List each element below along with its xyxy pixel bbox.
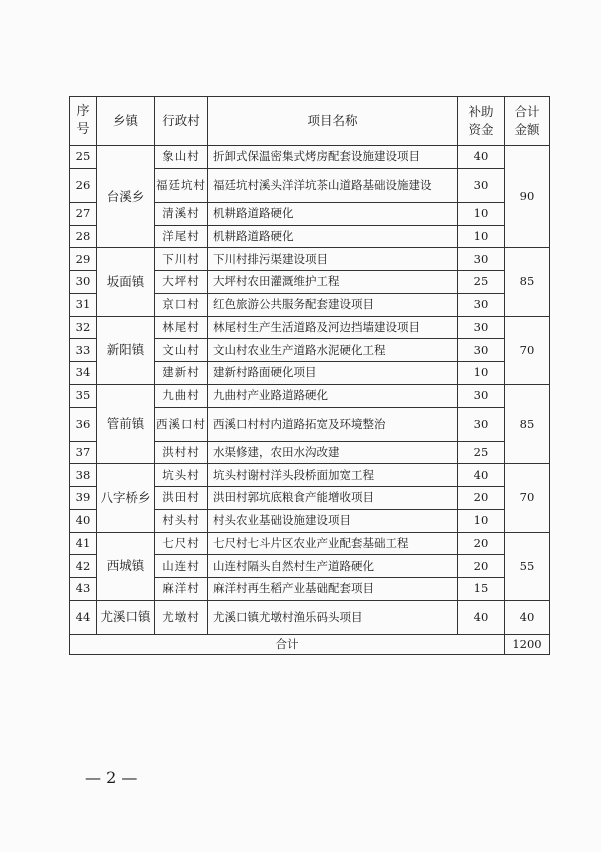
cell-group-total: 85 [505, 248, 550, 316]
funding-table [69, 96, 550, 655]
cell-project: 建新村路面硬化项目 [208, 362, 458, 385]
cell-seq: 29 [70, 248, 97, 271]
cell-subsidy: 30 [458, 316, 505, 339]
cell-project: 林尾村生产生活道路及河边挡墙建设项目 [208, 316, 458, 339]
cell-subsidy: 20 [458, 532, 505, 555]
cell-project: 尤溪口镇尤墩村渔乐码头项目 [208, 600, 458, 634]
cell-subsidy: 20 [458, 555, 505, 578]
cell-project: 折卸式保温密集式烤房配套设施建设项目 [208, 146, 458, 169]
cell-project: 洪田村郭坑底粮食产能增收项目 [208, 487, 458, 510]
cell-group-total: 55 [505, 532, 550, 600]
table-body [70, 146, 550, 635]
cell-seq: 28 [70, 225, 97, 248]
cell-seq: 26 [70, 168, 97, 202]
cell-subsidy: 25 [458, 271, 505, 294]
cell-project: 水渠修建，农田水沟改建 [208, 441, 458, 464]
cell-project: 红色旅游公共服务配套建设项目 [208, 293, 458, 316]
cell-town: 坂面镇 [97, 248, 155, 316]
cell-seq: 41 [70, 532, 97, 555]
cell-seq: 33 [70, 339, 97, 362]
cell-subsidy: 10 [458, 362, 505, 385]
cell-project: 下川村排污渠建设项目 [208, 248, 458, 271]
cell-subsidy: 10 [458, 225, 505, 248]
cell-subsidy: 10 [458, 509, 505, 532]
cell-seq: 40 [70, 509, 97, 532]
cell-seq: 32 [70, 316, 97, 339]
table-row [70, 384, 550, 407]
cell-village: 村头村 [155, 509, 208, 532]
cell-group-total: 85 [505, 384, 550, 464]
cell-village: 坑头村 [155, 464, 208, 487]
cell-subsidy: 30 [458, 248, 505, 271]
header-village: 行政村 [155, 97, 208, 146]
cell-project: 七尺村七斗片区农业产业配套基础工程 [208, 532, 458, 555]
cell-seq: 42 [70, 555, 97, 578]
table-row [70, 532, 550, 555]
cell-seq: 27 [70, 202, 97, 225]
header-town: 乡镇 [97, 97, 155, 146]
cell-village: 洪田村 [155, 487, 208, 510]
cell-subsidy: 15 [458, 578, 505, 601]
header-total: 合计金额 [505, 97, 550, 146]
cell-village: 尤墩村 [155, 600, 208, 634]
cell-village: 西溪口村 [155, 407, 208, 441]
header-subsidy: 补助资金 [458, 97, 505, 146]
grand-total-value: 1200 [505, 634, 550, 654]
cell-village: 象山村 [155, 146, 208, 169]
cell-seq: 34 [70, 362, 97, 385]
cell-subsidy: 10 [458, 202, 505, 225]
cell-seq: 37 [70, 441, 97, 464]
cell-village: 麻洋村 [155, 578, 208, 601]
cell-village: 林尾村 [155, 316, 208, 339]
table-row [70, 146, 550, 169]
cell-seq: 44 [70, 600, 97, 634]
cell-subsidy: 30 [458, 293, 505, 316]
cell-subsidy: 40 [458, 146, 505, 169]
cell-town: 台溪乡 [97, 146, 155, 248]
cell-group-total: 40 [505, 600, 550, 634]
cell-village: 清溪村 [155, 202, 208, 225]
cell-subsidy: 25 [458, 441, 505, 464]
cell-village: 建新村 [155, 362, 208, 385]
cell-project: 西溪口村村内道路拓宽及环境整治 [208, 407, 458, 441]
cell-group-total: 70 [505, 316, 550, 384]
cell-subsidy: 30 [458, 339, 505, 362]
cell-seq: 38 [70, 464, 97, 487]
cell-group-total: 70 [505, 464, 550, 532]
cell-seq: 30 [70, 271, 97, 294]
cell-seq: 43 [70, 578, 97, 601]
cell-seq: 25 [70, 146, 97, 169]
cell-project: 大坪村农田灌溉维护工程 [208, 271, 458, 294]
table-row [70, 248, 550, 271]
cell-project: 文山村农业生产道路水泥硬化工程 [208, 339, 458, 362]
table-row [70, 600, 550, 634]
cell-seq: 39 [70, 487, 97, 510]
cell-project: 福廷坑村溪头洋洋坑茶山道路基础设施建设 [208, 168, 458, 202]
cell-town: 尤溪口镇 [97, 600, 155, 634]
cell-town: 新阳镇 [97, 316, 155, 384]
cell-village: 京口村 [155, 293, 208, 316]
grand-total-label: 合计 [70, 634, 505, 654]
cell-subsidy: 30 [458, 168, 505, 202]
cell-project: 机耕路道路硬化 [208, 225, 458, 248]
cell-village: 七尺村 [155, 532, 208, 555]
cell-village: 下川村 [155, 248, 208, 271]
cell-project: 九曲村产业路道路硬化 [208, 384, 458, 407]
header-seq: 序号 [70, 97, 97, 146]
grand-total-row [70, 634, 550, 654]
cell-project: 山连村隔头自然村生产道路硬化 [208, 555, 458, 578]
header-project: 项目名称 [208, 97, 458, 146]
cell-village: 洪村村 [155, 441, 208, 464]
cell-village: 大坪村 [155, 271, 208, 294]
cell-subsidy: 40 [458, 600, 505, 634]
cell-project: 坑头村谢村洋头段桥面加宽工程 [208, 464, 458, 487]
cell-subsidy: 40 [458, 464, 505, 487]
cell-subsidy: 20 [458, 487, 505, 510]
cell-town: 西城镇 [97, 532, 155, 600]
cell-project: 麻洋村再生稻产业基础配套项目 [208, 578, 458, 601]
cell-village: 福廷坑村 [155, 168, 208, 202]
table-row [70, 464, 550, 487]
page-number: — 2 — [85, 768, 138, 787]
cell-group-total: 90 [505, 146, 550, 248]
cell-project: 村头农业基础设施建设项目 [208, 509, 458, 532]
cell-village: 九曲村 [155, 384, 208, 407]
cell-village: 山连村 [155, 555, 208, 578]
cell-town: 八字桥乡 [97, 464, 155, 532]
cell-seq: 35 [70, 384, 97, 407]
cell-subsidy: 30 [458, 407, 505, 441]
cell-village: 洋尾村 [155, 225, 208, 248]
cell-seq: 31 [70, 293, 97, 316]
cell-seq: 36 [70, 407, 97, 441]
cell-subsidy: 30 [458, 384, 505, 407]
table-row [70, 316, 550, 339]
header-row [70, 97, 550, 146]
cell-town: 管前镇 [97, 384, 155, 464]
cell-village: 文山村 [155, 339, 208, 362]
cell-project: 机耕路道路硬化 [208, 202, 458, 225]
